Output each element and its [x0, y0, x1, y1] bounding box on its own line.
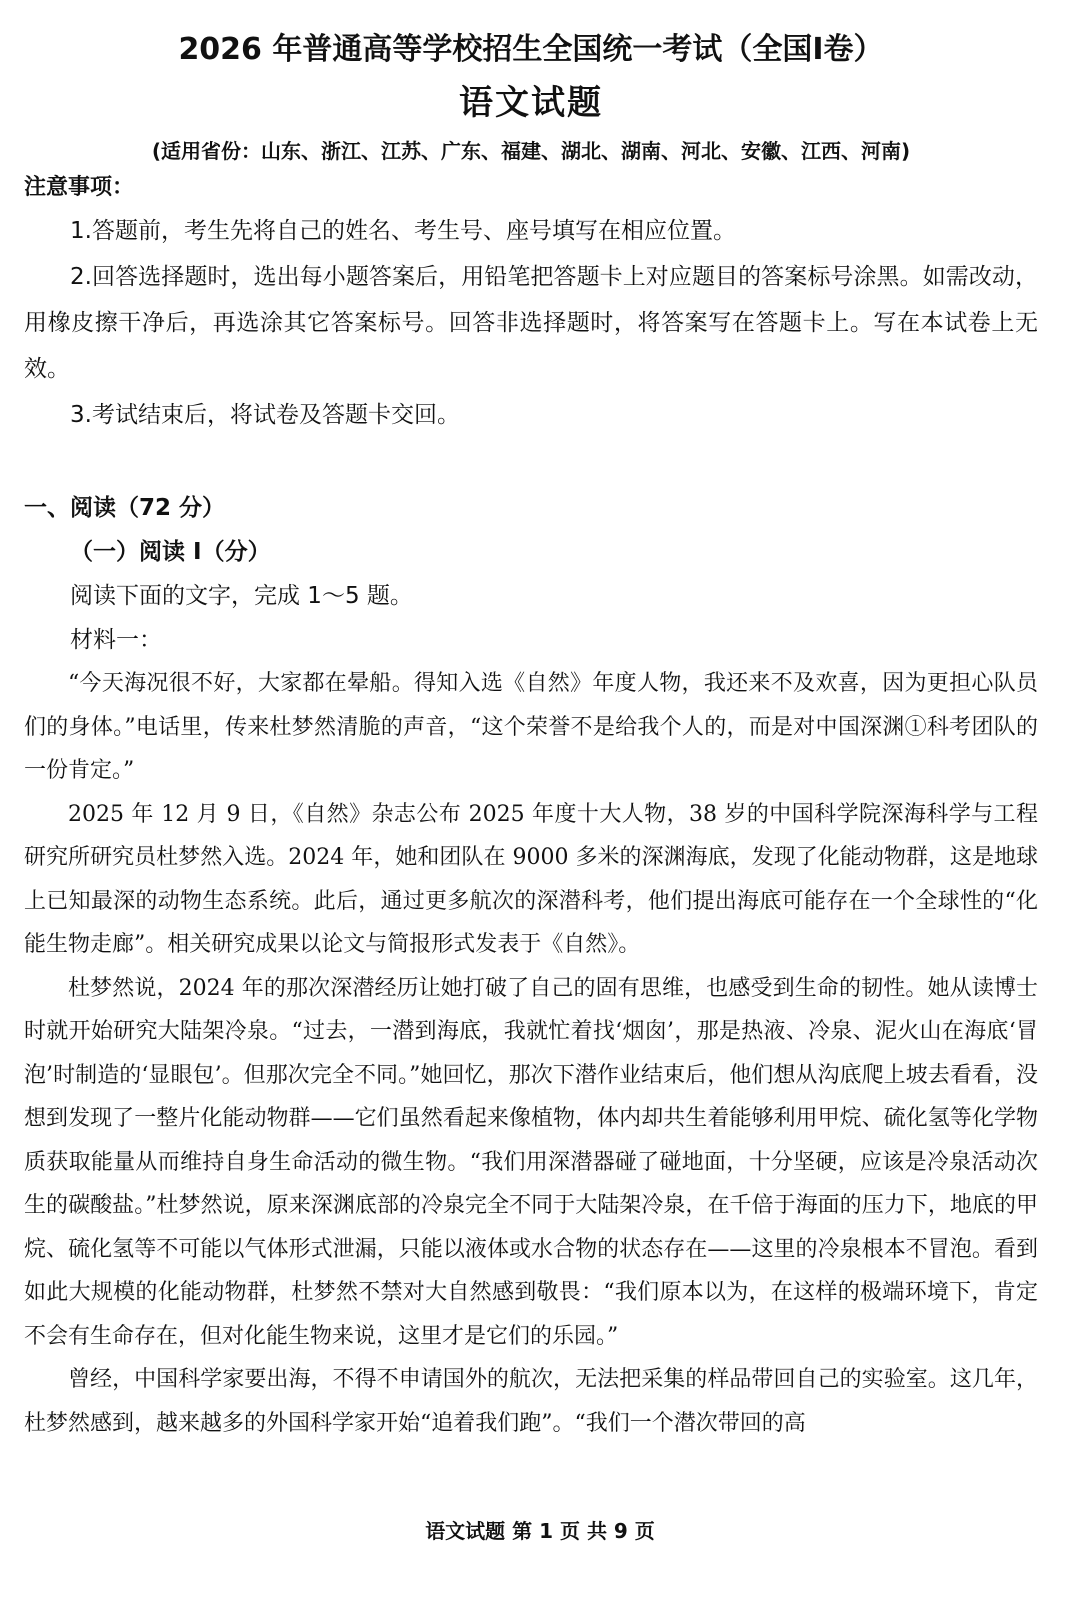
- notice-block: [24, 168, 1038, 438]
- notice-item-3: 3.考试结束后，将试卷及答题卡交回。: [70, 402, 460, 428]
- material-label: 材料一：: [70, 627, 162, 653]
- sub-section-heading: （一）阅读 I（分）: [70, 539, 271, 565]
- passage-paragraph-4: 曾经，中国科学家要出海，不得不申请国外的航次，无法把采集的样品带回自己的实验室。这几年，杜梦然感到，越来越多的外国科学家开始“追着我们跑”。“我们一个潜次带回的高: [24, 1367, 1038, 1436]
- notice-item-1: 1.答题前，考生先将自己的姓名、考生号、座号填写在相应位置。: [70, 218, 736, 244]
- passage-paragraph-2: 2025 年 12 月 9 日，《自然》杂志公布 2025 年度十大人物，38 岁的中国科学院深海科学与工程研究所研究员杜梦然入选。2024 年，她和团队在 9000 多米的深渊海底，发现了化能动物群，这是地球上已知最深的动物生态系统。此后，通过更多航次的深潜科考，他们提出海底可能存在一个全球性的“化能生物走廊”。相关研究成果以论文与简报形式发表于《自然》。: [24, 801, 1038, 957]
- notice-heading: 注意事项：: [24, 175, 135, 200]
- reading-section: [24, 486, 1038, 1445]
- passage-paragraph-1: “今天海况很不好，大家都在晕船。得知入选《自然》年度人物，我还来不及欢喜，因为更担心队员们的身体。”电话里，传来杜梦然清脆的声音，“这个荣誉不是给我个人的，而是对中国深渊①科考团队的一份肯定。”: [24, 671, 1038, 783]
- page-footer: 语文试题 第 1 页 共 9 页: [425, 1519, 655, 1543]
- notice-item-2: 2.回答选择题时，选出每小题答案后，用铅笔把答题卡上对应题目的答案标号涂黑。如需改动，用橡皮擦干净后，再选涂其它答案标号。回答非选择题时，将答案写在答题卡上。写在本试卷上无效。: [24, 264, 1038, 382]
- reading-instruction: 阅读下面的文字，完成 1～5 题。: [70, 583, 413, 609]
- subject-title: 语文试题: [459, 83, 603, 123]
- passage-paragraph-3: 杜梦然说，2024 年的那次深潜经历让她打破了自己的固有思维，也感受到生命的韧性。她从读博士时就开始研究大陆架冷泉。“过去，一潜到海底，我就忙着找‘烟囱’，那是热液、冷泉、泥火山在海底‘冒泡’时制造的‘显眼包’。但那次完全不同。”她回忆，那次下潜作业结束后，他们想从沟底爬上坡去看看，没想到发现了一整片化能动物群——它们虽然看起来像植物，体内却共生着能够利用甲烷、硫化氢等化学物质获取能量从而维持自身生命活动的微生物。“我们用深潜器碰了碰地面，十分坚硬，应该是冷泉活动次生的碳酸盐。”杜梦然说，原来深渊底部的冷泉完全不同于大陆架冷泉，在千倍于海面的压力下，地底的甲烷、硫化氢等不可能以气体形式泄漏，只能以液体或水合物的状态存在——这里的冷泉根本不冒泡。看到如此大规模的化能动物群，杜梦然不禁对大自然感到敬畏：“我们原本以为，在这样的极端环境下，肯定不会有生命存在，但对化能生物来说，这里才是它们的乐园。”: [24, 975, 1038, 1349]
- exam-title: 2026 年普通高等学校招生全国统一考试（全国Ⅰ卷）: [178, 32, 884, 67]
- applicable-provinces: (适用省份：山东、浙江、江苏、广东、福建、湖北、湖南、河北、安徽、江西、河南): [151, 139, 911, 163]
- section-heading: 一、阅读（72 分）: [24, 495, 226, 521]
